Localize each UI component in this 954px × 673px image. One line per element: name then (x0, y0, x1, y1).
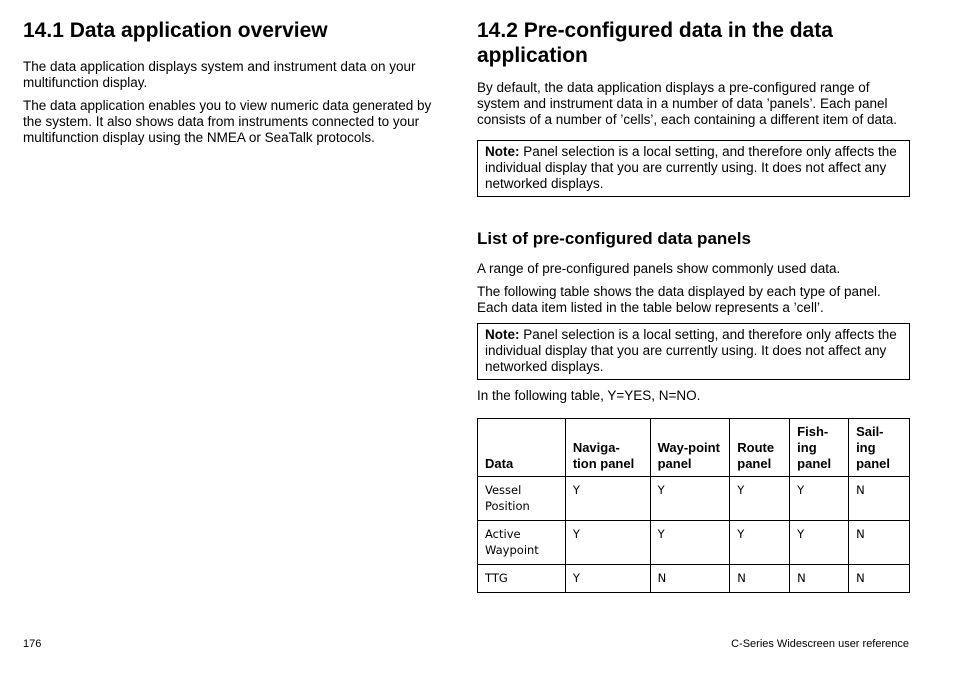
table-cell: N (849, 521, 910, 565)
table-row (478, 477, 910, 521)
note-text: Panel selection is a local setting, and therefore only affects the individual display that you are currently using. It does not affect any networked displays. (485, 327, 897, 374)
document-title: C-Series Widescreen user reference (731, 638, 909, 650)
table-cell: Y (730, 521, 790, 565)
table-cell: Y (565, 521, 650, 565)
note-label: Note: (485, 327, 520, 342)
column-header: Route panel (730, 419, 790, 477)
preconfigured-paragraph: By default, the data application displays a pre-configured range of system and instrument data in a number of data ’panels’. Each panel consists of a number of ’cells’, each containing a different item of data. (477, 80, 897, 127)
table-cell: Y (565, 477, 650, 521)
table-cell: N (730, 565, 790, 593)
note-text: Panel selection is a local setting, and therefore only affects the individual display that you are currently using. It does not affect any networked displays. (485, 144, 897, 191)
table-cell: Y (730, 477, 790, 521)
table-cell: TTG (478, 565, 566, 593)
table-cell: Y (790, 477, 849, 521)
note-box-1 (477, 140, 910, 197)
note-label: Note: (485, 144, 520, 159)
section-heading-overview: 14.1 Data application overview (23, 19, 328, 42)
panels-paragraph-2: The following table shows the data displayed by each type of panel. Each data item listed in the table below represents a ’cell’. (477, 284, 881, 315)
table-cell: N (849, 565, 910, 593)
table-row (478, 565, 910, 593)
overview-paragraph-2: The data application enables you to view numeric data generated by the system. It also shows data from instruments connected to your multifunction display using the NMEA or SeaTalk protocols. (23, 98, 432, 145)
table-header-row (478, 419, 910, 477)
left-column (23, 18, 445, 153)
table-cell: Vessel Position (478, 477, 566, 521)
column-header: Data (478, 419, 566, 477)
column-header: Way-point panel (650, 419, 730, 477)
table-cell: Active Waypoint (478, 521, 566, 565)
table-cell: Y (565, 565, 650, 593)
panels-paragraph-1: A range of pre-configured panels show commonly used data. (477, 261, 841, 276)
column-header: Naviga-tion panel (565, 419, 650, 477)
subheading-panels-list: List of pre-configured data panels (477, 229, 751, 248)
note-box-2 (477, 323, 910, 380)
overview-paragraph-1: The data application displays system and instrument data on your multifunction display. (23, 59, 416, 90)
table-cell: Y (650, 477, 730, 521)
table-cell: Y (650, 521, 730, 565)
section-heading-preconfigured: 14.2 Pre-configured data in the data application (477, 19, 833, 67)
column-header: Fish-ing panel (790, 419, 849, 477)
data-panels-table (477, 418, 910, 593)
table-cell: Y (790, 521, 849, 565)
page-number: 176 (23, 638, 42, 650)
table-cell: N (650, 565, 730, 593)
table-cell: N (849, 477, 910, 521)
table-cell: N (790, 565, 849, 593)
right-column (477, 18, 910, 593)
column-header: Sail-ing panel (849, 419, 910, 477)
table-legend-paragraph: In the following table, Y=YES, N=NO. (477, 388, 701, 403)
table-row (478, 521, 910, 565)
